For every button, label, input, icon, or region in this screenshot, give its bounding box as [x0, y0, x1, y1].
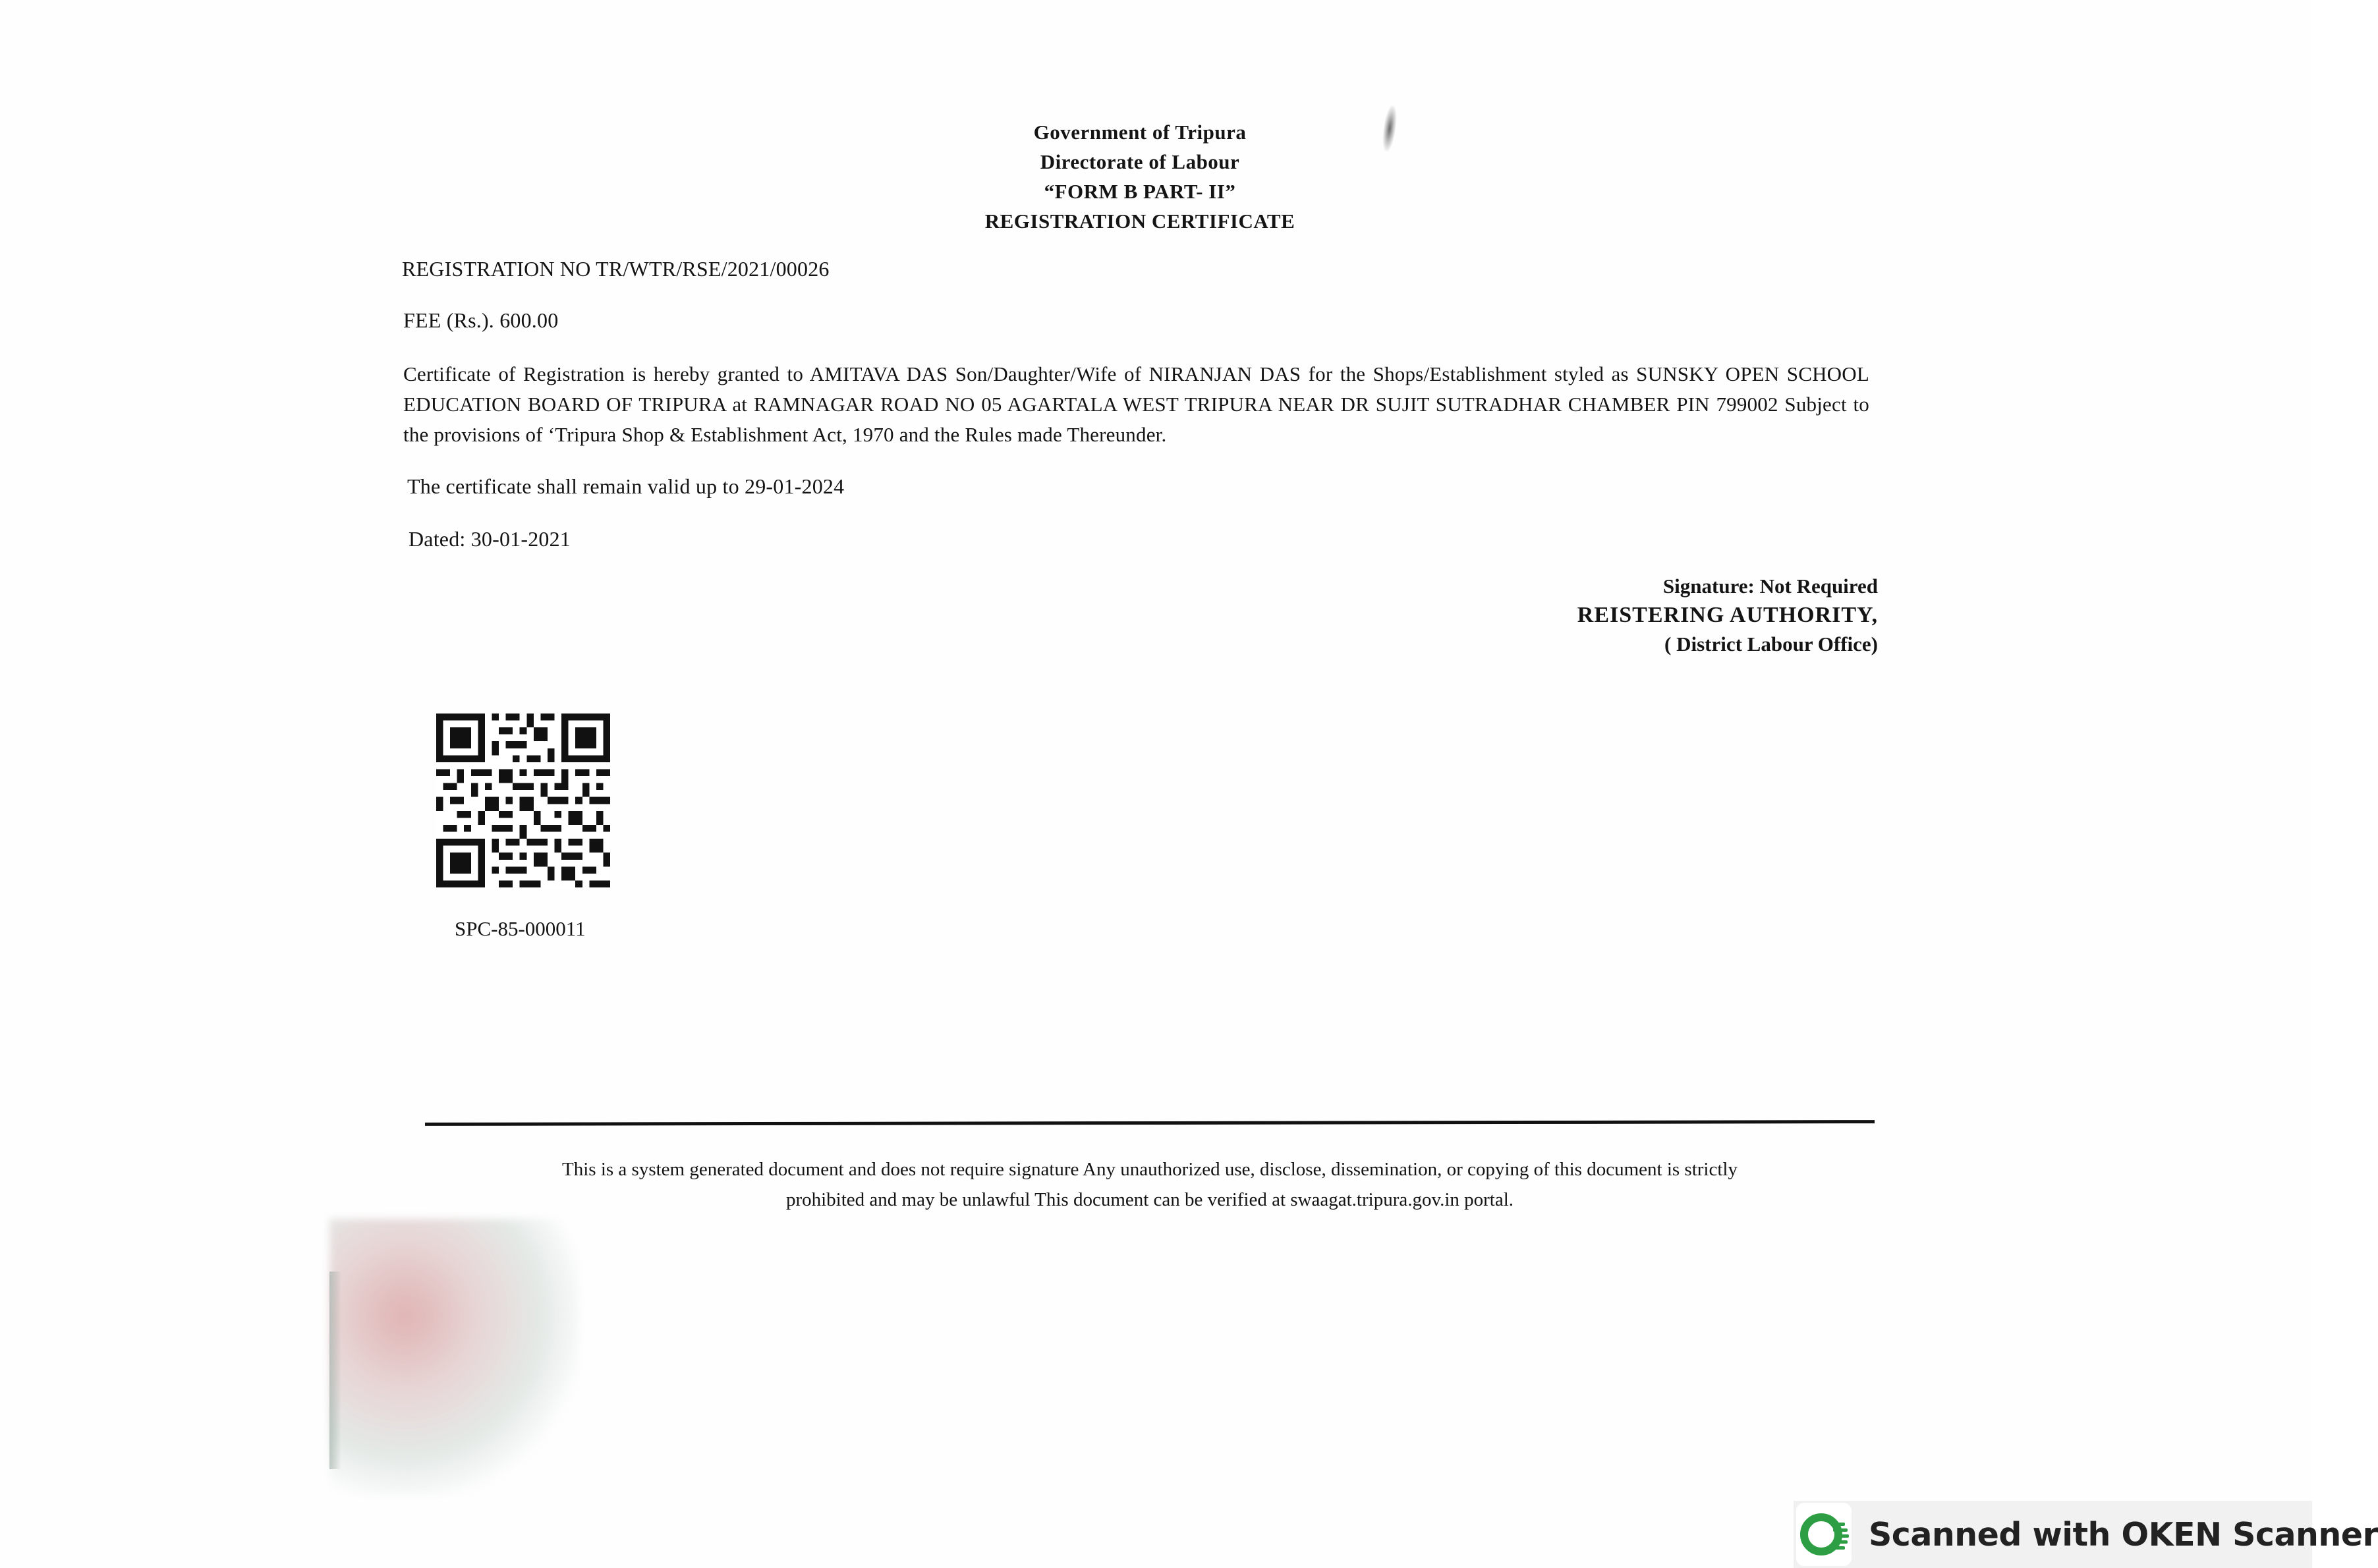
footer-line-2: prohibited and may be unlawful This document can be verified at swaagat.tripura.gov.in portal. [785, 1189, 1514, 1210]
oken-scanner-logo-icon [1796, 1503, 1852, 1566]
scan-edge-shadow [329, 1272, 341, 1469]
footer-disclaimer [435, 1154, 1865, 1215]
validity-statement: The certificate shall remain valid up to 29-01-2024 [407, 474, 845, 498]
qr-code-icon [436, 712, 610, 889]
scanner-watermark [1794, 1501, 2378, 1568]
registration-fee: FEE (Rs.). 600.00 [403, 308, 559, 332]
header-title: REGISTRATION CERTIFICATE [984, 210, 1295, 233]
issue-date: Dated: 30-01-2021 [409, 527, 571, 551]
footer-line-1: This is a system generated document and does not require signature Any unauthorized use, disclose, dissemination, or copying of this document is strictly [562, 1159, 1738, 1180]
registering-authority: REISTERING AUTHORITY, [1577, 603, 1878, 627]
signature-note: Signature: Not Required [1662, 574, 1878, 598]
header-directorate: Directorate of Labour [1040, 150, 1240, 173]
signature-block [1436, 572, 1878, 659]
footer-divider [425, 1120, 1875, 1126]
authority-office: ( District Labour Office) [1664, 632, 1878, 656]
qr-reference-code: SPC-85-000011 [455, 917, 586, 940]
header-form: “FORM B PART- II” [1044, 180, 1236, 203]
certificate-body: Certificate of Registration is hereby granted to AMITAVA DAS Son/Daughter/Wife of NIRANJAN DAS for the Shops/Establishment styled as SUNSKY OPEN SCHOOL EDUCATION BOARD OF TRIPURA at RAMNAGAR ROAD NO 05 AGARTALA WEST TRIPURA NEAR DR SUJIT SUTRADHAR CHAMBER PIN 799002 Subject to the provisions of ‘Tripura Shop & Establishment Act, 1970 and the Rules made Thereunder. [403, 362, 1869, 446]
certificate-header [810, 117, 1469, 236]
scanner-watermark-label: Scanned with OKEN Scanner [1869, 1515, 2378, 1554]
scan-smudge [329, 1219, 580, 1496]
header-government: Government of Tripura [1033, 121, 1247, 144]
registration-number: REGISTRATION NO TR/WTR/RSE/2021/00026 [402, 257, 830, 281]
